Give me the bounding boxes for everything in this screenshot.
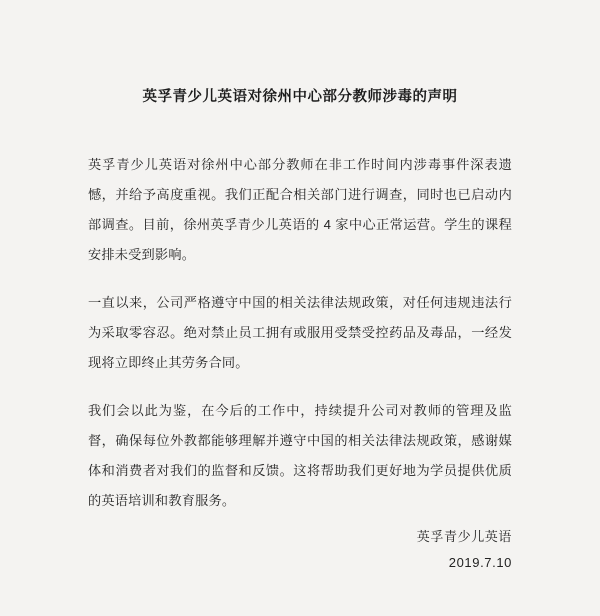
document-body xyxy=(88,150,512,516)
page-title: 英孚青少儿英语对徐州中心部分教师涉毒的声明 xyxy=(142,89,458,105)
paragraph-1: 英孚青少儿英语对徐州中心部分教师在非工作时间内涉毒事件深表遗憾，并给予高度重视。我们正配合相关部门进行调查，同时也已启动内部调查。目前，徐州英孚青少儿英语的 4 家中心正常运营。学生的课程安排未受到影响。 xyxy=(88,157,512,262)
paragraph-3: 我们会以此为鉴，在今后的工作中，持续提升公司对教师的管理及监督，确保每位外教都能够理解并遵守中国的相关法律法规政策，感谢媒体和消费者对我们的监督和反馈。这将帮助我们更好地为学员提供优质的英语培训和教育服务。 xyxy=(88,403,512,508)
signature-date: 2019.7.10 xyxy=(448,555,512,570)
signature-block xyxy=(417,524,512,576)
signature-name: 英孚青少儿英语 xyxy=(416,529,512,544)
paragraph-2: 一直以来，公司严格遵守中国的相关法律法规政策，对任何违规违法行为采取零容忍。绝对禁止员工拥有或服用受禁受控药品及毒品，一经发现将立即终止其劳务合同。 xyxy=(88,295,512,370)
